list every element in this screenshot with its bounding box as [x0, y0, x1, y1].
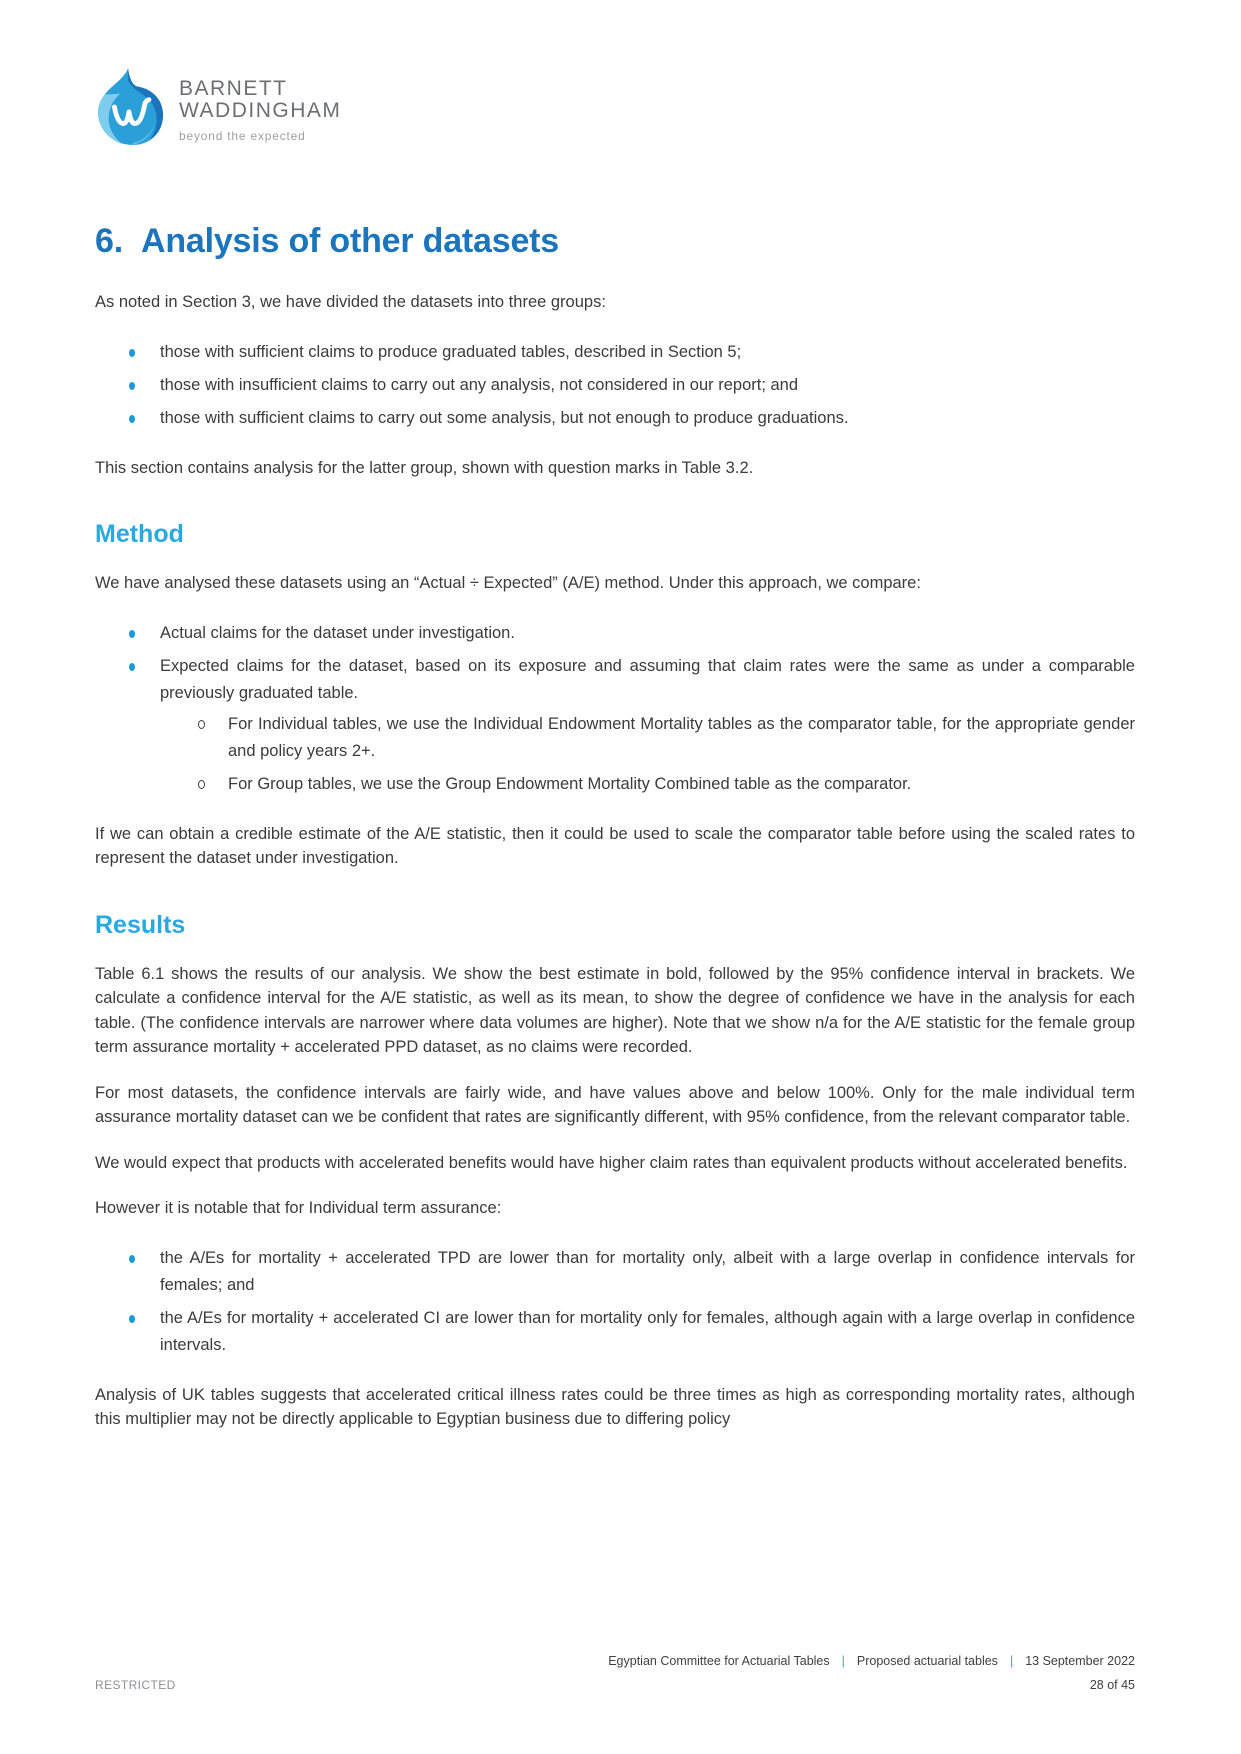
page-number: 28 of 45 [1089, 1678, 1135, 1692]
page-footer [95, 1654, 1135, 1692]
paragraph-results-3: We would expect that products with accelerated benefits would have higher claim rates than equivalent products without accelerated benefits. [95, 1153, 1128, 1172]
list-item-text: those with sufficient claims to produce graduated tables, described in Section 5; [160, 342, 742, 361]
sub-list-item-text: For Group tables, we use the Group Endowment Mortality Combined table as the comparator. [228, 774, 912, 793]
list-item [160, 372, 1135, 399]
list-item [160, 653, 1135, 798]
list-item [160, 1305, 1135, 1359]
paragraph-results-2: For most datasets, the confidence intervals are fairly wide, and have values above and below 100%. Only for the male individual term assurance mortality dataset can we be confident that rates are significantly different, with 95% confidence, from the relevant comparator table. [95, 1083, 1135, 1126]
sub-list-item [228, 711, 1135, 765]
bullet-icon [129, 663, 135, 671]
footer-date: 13 September 2022 [1025, 1654, 1135, 1668]
results-heading: Results [95, 910, 186, 939]
footer-bottom-row [95, 1678, 1135, 1692]
footer-committee: Egyptian Committee for Actuarial Tables [608, 1654, 830, 1668]
list-item [160, 339, 1135, 366]
method-heading: Method [95, 520, 184, 548]
method-sub-bullet-list [160, 711, 1135, 798]
list-item-text: Actual claims for the dataset under investigation. [160, 623, 515, 642]
list-item-text: those with sufficient claims to carry out some analysis, but not enough to produce graduations. [160, 408, 849, 427]
footer-doc-info [95, 1654, 1135, 1668]
section-title [95, 220, 1135, 262]
bullet-icon [129, 630, 135, 638]
method-bullet-list [95, 620, 1135, 798]
bullet-icon [129, 349, 135, 357]
section-title-text: Analysis of other datasets [140, 222, 560, 260]
bullet-icon [129, 382, 135, 390]
paragraph-intro: As noted in Section 3, we have divided the datasets into three groups: [95, 293, 606, 311]
page-content [95, 66, 1135, 1453]
paragraph-method-intro: We have analysed these datasets using an “Actual ÷ Expected” (A/E) method. Under this approach, we compare: [95, 574, 921, 592]
list-item-text: the A/Es for mortality + accelerated TPD are lower than for mortality only, albeit with a large overlap in confidence intervals for females; and [160, 1248, 1135, 1294]
paragraph-method-closing: If we can obtain a credible estimate of the A/E statistic, then it could be used to scale the comparator table before using the scaled rates to represent the dataset under investigation. [95, 824, 1135, 867]
list-item [160, 1245, 1135, 1299]
list-item [160, 405, 1135, 432]
footer-doc-title: Proposed actuarial tables [856, 1654, 998, 1668]
footer-separator: | [1009, 1654, 1014, 1668]
list-item-text: the A/Es for mortality + accelerated CI are lower than for mortality only for females, although again with a large overlap in confidence intervals. [160, 1308, 1135, 1354]
list-item-text: Expected claims for the dataset, based on its exposure and assuming that claim rates were the same as under a comparable previously graduated table. [160, 656, 1135, 702]
paragraph-results-4: However it is notable that for Individual term assurance: [95, 1199, 502, 1217]
list-item-text: those with insufficient claims to carry out any analysis, not considered in our report; and [160, 375, 799, 394]
sub-list-item [228, 771, 1135, 798]
sub-bullet-icon [198, 720, 205, 729]
brand-logo [95, 66, 1135, 148]
bullet-icon [129, 1255, 135, 1263]
results-bullet-list [95, 1245, 1135, 1359]
list-item [160, 620, 1135, 647]
brand-name-line2: WADDINGHAM [179, 99, 342, 122]
paragraph-latter-note: This section contains analysis for the latter group, shown with question marks in Table 3.2. [95, 458, 754, 477]
groups-bullet-list [95, 339, 1135, 432]
barnett-waddingham-logo-icon [95, 66, 165, 148]
bullet-icon [129, 1315, 135, 1323]
bullet-icon [129, 415, 135, 423]
brand-tagline: beyond the expected [179, 129, 306, 143]
brand-text [179, 66, 341, 143]
sub-bullet-icon [198, 780, 205, 789]
paragraph-results-1: Table 6.1 shows the results of our analysis. We show the best estimate in bold, followed by the 95% confidence interval in brackets. We calculate a confidence interval for the A/E statistic, as well as its mean, to show the degree of confidence we have in the analysis for each table. (The confidence intervals are narrower where data volumes are higher). Note that we show n/a for the A/E statistic for the female group term assurance mortality + accelerated PPD dataset, as no claims were recorded. [95, 964, 1135, 1056]
classification-label: RESTRICTED [95, 1678, 176, 1692]
brand-name-line1: BARNETT [179, 77, 288, 100]
section-number: 6. [95, 222, 123, 260]
sub-list-item-text: For Individual tables, we use the Individual Endowment Mortality tables as the comparator table, for the appropriate gender and policy years 2+. [228, 714, 1135, 760]
paragraph-results-closing: Analysis of UK tables suggests that accelerated critical illness rates could be three times as high as corresponding mortality rates, although this multiplier may not be directly applicable to Egyptian business due to differing policy [95, 1385, 1135, 1428]
footer-separator: | [841, 1654, 845, 1668]
